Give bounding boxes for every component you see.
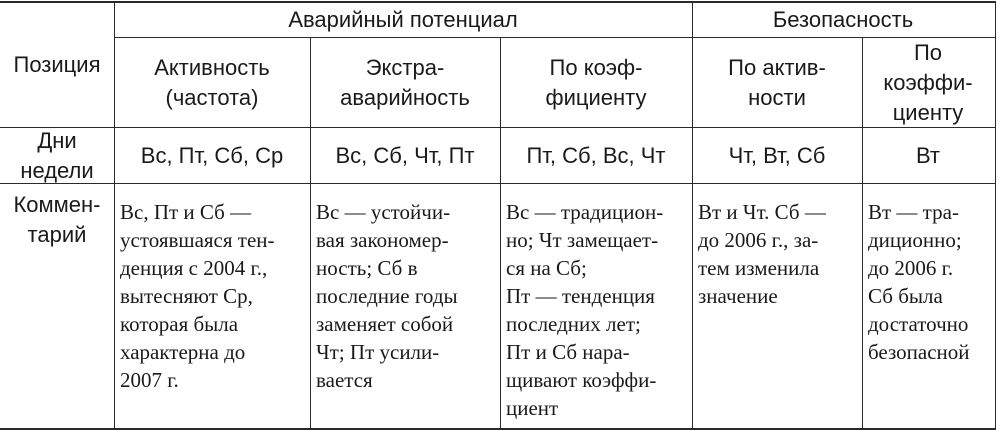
comment-extra-emergency: Вс — устойчи- вая закономер- ность; Сб в последние годы заменяет собой Чт; Пт усили- вается [316, 200, 458, 392]
grid-line [692, 1, 693, 430]
header-group-emergency: Аварийный потенциал [288, 7, 518, 32]
row-label-comment: Коммен- тарий [13, 192, 101, 247]
header-position: Позиция [13, 52, 101, 77]
header-group-safety: Безопасность [772, 7, 914, 32]
header-activity: Активность (частота) [154, 55, 270, 110]
comment-activity: Вс, Пт и Сб — устоявшаяся тен- денция с 2004 г., вытесняют Ср, которая была характерна до 2007 г. [120, 200, 275, 392]
header-by-coefficient: По коэф- фициенту [545, 55, 647, 110]
days-safety-by-coefficient: Вт [915, 143, 941, 168]
days-extra-emergency: Вс, Сб, Чт, Пт [335, 143, 475, 168]
grid-line [995, 1, 996, 430]
header-safety-by-coefficient: По коэффи- циенту [883, 40, 973, 125]
row-label-days: Дни недели [20, 128, 94, 183]
days-activity: Вс, Пт, Сб, Ср [140, 143, 284, 168]
grid-line [862, 37, 863, 430]
days-by-activity: Чт, Вт, Сб [728, 143, 826, 168]
comment-by-coefficient: Вс — традицион- но; Чт замещает- ся на Сб; Пт — тенденция последних лет; Пт и Сб нара- щивают коэффи- циент [506, 200, 664, 420]
grid-line [0, 127, 996, 128]
grid-line [0, 1, 996, 3]
grid-line [310, 37, 311, 430]
header-by-activity: По актив- ности [728, 55, 826, 110]
grid-line [0, 183, 996, 184]
header-extra-emergency: Экстра- аварийность [340, 55, 470, 110]
grid-line [114, 1, 115, 430]
grid-line [114, 37, 996, 38]
days-by-coefficient: Пт, Сб, Вс, Чт [526, 143, 666, 168]
comment-by-activity: Вт и Чт. Сб — до 2006 г., за- тем изменила значение [698, 200, 826, 308]
grid-line [500, 37, 501, 430]
comment-safety-by-coefficient: Вт — тра- диционно; до 2006 г. Сб была достаточно безопасной [868, 200, 970, 364]
